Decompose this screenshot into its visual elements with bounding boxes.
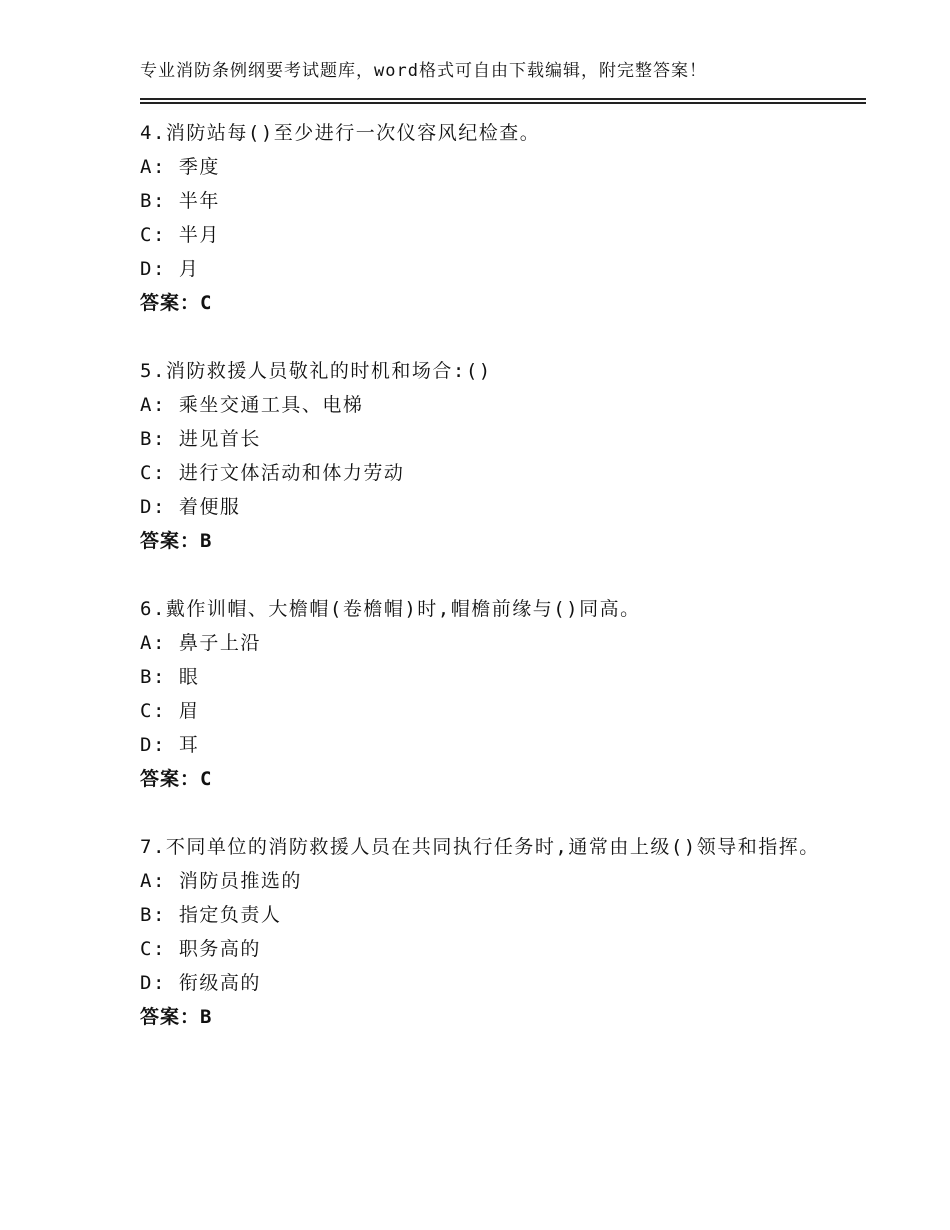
question-5 — [140, 354, 820, 558]
question-stem: 7.不同单位的消防救援人员在共同执行任务时,通常由上级()领导和指挥。 — [140, 836, 820, 858]
question-stem: 6.戴作训帽、大檐帽(卷檐帽)时,帽檐前缘与()同高。 — [140, 598, 641, 620]
option-b: B: 进见首长 — [140, 428, 261, 450]
option-a: A: 季度 — [140, 156, 220, 178]
option-b: B: 指定负责人 — [140, 904, 282, 926]
option-a: A: 消防员推选的 — [140, 870, 302, 892]
answer-label: 答案：C — [140, 768, 213, 790]
answer-label: 答案：B — [140, 1006, 213, 1028]
option-d: D: 耳 — [140, 734, 200, 756]
question-6 — [140, 592, 820, 796]
option-a: A: 乘坐交通工具、电梯 — [140, 394, 364, 416]
answer-label: 答案：C — [140, 292, 213, 314]
option-c: C: 职务高的 — [140, 938, 261, 960]
answer-label: 答案：B — [140, 530, 213, 552]
option-d: D: 着便服 — [140, 496, 241, 518]
question-stem: 4.消防站每()至少进行一次仪容风纪检查。 — [140, 122, 541, 144]
question-stem: 5.消防救援人员敬礼的时机和场合:() — [140, 360, 492, 382]
option-c: C: 进行文体活动和体力劳动 — [140, 462, 405, 484]
option-b: B: 半年 — [140, 190, 220, 212]
question-list — [140, 116, 820, 1068]
option-b: B: 眼 — [140, 666, 200, 688]
option-d: D: 月 — [140, 258, 200, 280]
document-header: 专业消防条例纲要考试题库，word格式可自由下载编辑，附完整答案！ — [140, 61, 707, 81]
option-d: D: 衔级高的 — [140, 972, 261, 994]
header-divider-bottom — [140, 102, 866, 104]
question-7 — [140, 830, 820, 1034]
option-a: A: 鼻子上沿 — [140, 632, 261, 654]
header-divider-top — [140, 98, 866, 100]
option-c: C: 半月 — [140, 224, 220, 246]
option-c: C: 眉 — [140, 700, 200, 722]
question-4 — [140, 116, 820, 320]
